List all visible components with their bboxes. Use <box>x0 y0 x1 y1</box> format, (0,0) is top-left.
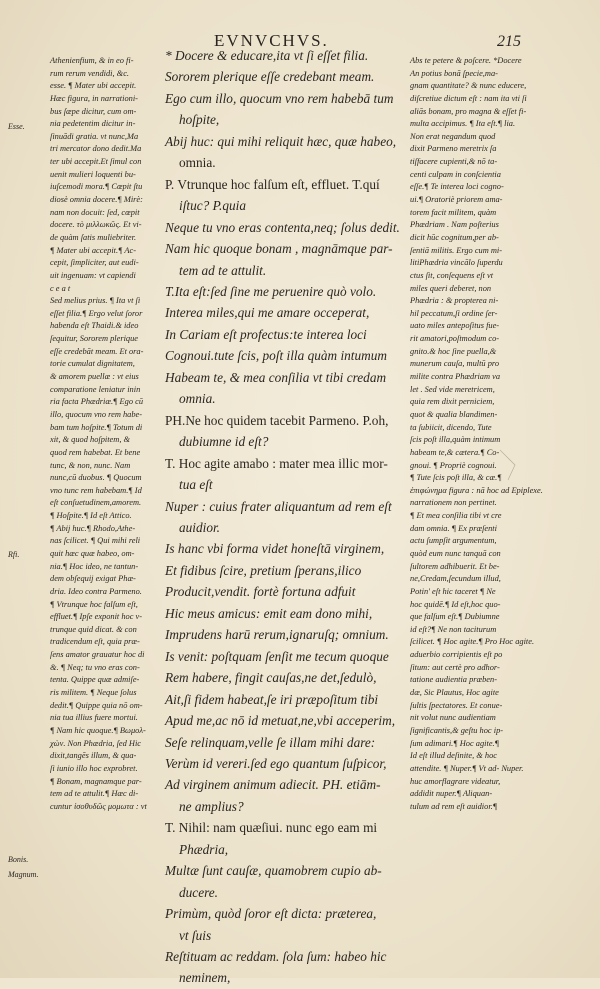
right-commentary-line: Potin' eſt hic taceret ¶ Ne <box>410 586 496 596</box>
right-commentary-line: gnito.& hoc ſine puella,& <box>410 346 497 356</box>
left-commentary-line: ſens amator grauatur hoc di <box>50 650 145 660</box>
right-commentary-line: Abs te petere & poſcere. *Docere <box>410 56 522 65</box>
right-commentary-line: ſitum: aut certè pro adhor- <box>410 662 500 672</box>
verse-line: Multæ ſunt cauſæ, quamobrem cupio ab- <box>165 863 382 879</box>
left-commentary-line: rum rerum vendidi, &c. <box>50 68 130 78</box>
left-commentary-line: tri mercator dono dedit.Ma <box>50 144 142 154</box>
left-commentary-line: Hæc figura, in narrationi- <box>50 93 138 103</box>
right-commentary-line: Phædriam . Nam poſterius <box>410 220 499 230</box>
verse-line: Sororem plerique eſſe credebant meam. <box>165 69 375 85</box>
right-commentary-line: Id eſt illud deſinite, & hoc <box>410 751 497 761</box>
left-commentary-line: & amorem puellæ : vt eius <box>50 372 139 382</box>
right-commentary-line: attendite. ¶ Nuper.¶ Vt ad- Nuper. <box>410 763 524 773</box>
right-commentary-line: centi culpam in conſcientia <box>410 169 501 179</box>
left-commentary-line: nia.¶ Hoc ideo, ne tantun- <box>50 561 139 571</box>
right-commentary-line: ſignificantis,& geſtu hoc ip- <box>410 725 504 735</box>
right-commentary-line: aliās bonam, pro magna & eſſet fi- <box>410 106 527 116</box>
verse-line: Apud me,ac nō id metuat,ne,vbi acceperim, <box>165 713 396 729</box>
right-commentary-line: litiPhædria vincālo ſuperdu <box>410 258 503 268</box>
left-commentary-line: nam non docuit: ſed, cœpit <box>50 207 140 217</box>
right-commentary-line: ſultorem adhibuerit. Et be- <box>410 561 500 571</box>
verse-line: T. Nihil: nam quæſiui. nunc ego eam mi <box>165 820 378 836</box>
right-commentary-line: quia rem dixit perniciem, <box>410 397 495 407</box>
verse-line: Habeam te, & mea conſilia vt tibi credam <box>165 369 387 385</box>
right-commentary-line: Non erat negandum quod <box>410 131 496 141</box>
left-commentary-line: ¶ Nam hic quoque.¶ Βωμολ- <box>50 725 146 735</box>
margin-note: Bonis. <box>8 855 29 864</box>
left-commentary-line: dedit.¶ Quippe quia nō om- <box>50 700 143 710</box>
right-commentary-line: torem facit militem, quàm <box>410 207 497 217</box>
left-commentary-line: esse. ¶ Mater ubi accepit. <box>50 81 137 91</box>
left-commentary-line: ris militem. ¶ Neque ſolus <box>50 688 137 698</box>
verse-line: vt ſuis <box>179 927 212 943</box>
left-commentary-line: eſſet filia.¶ Ergo velut ſoror <box>50 308 143 318</box>
left-commentary-line: Athenienfium, & in eo fi- <box>50 56 134 65</box>
right-commentary-line: ta ſubiicit, dicendo, Tute <box>410 422 492 432</box>
right-commentary-line: quot & qualia blandimen- <box>410 409 498 419</box>
right-commentary-line: dæ, Sic Plautus, Hoc agite <box>410 688 499 698</box>
verse-line: Cognoui.tute ſcis, poſt illa quàm intumum <box>165 348 387 364</box>
left-commentary-line: eſt conſuetudinem,amorem. <box>50 498 142 508</box>
verse-line: Phædria, <box>179 841 229 857</box>
right-commentary-line: uato miles antepoſitus fue- <box>410 321 500 331</box>
right-commentary-line: addidit nuper.¶ Aliquan- <box>410 789 493 799</box>
margin-note: Magnum. <box>8 870 39 879</box>
left-commentary-line: trunque quid dicat. & con <box>50 624 137 634</box>
right-commentary-line: huc amorflagrare videatur, <box>410 776 501 786</box>
right-commentary-line: ne,Credam,ſecundum illud, <box>410 574 501 584</box>
verse-line: Primùm, quòd ſoror eſt dicta: præterea, <box>165 906 377 922</box>
right-commentary-line: dixit Parmeno meretrix ſa <box>410 144 497 154</box>
left-commentary-line: c e a t <box>50 283 71 293</box>
left-commentary-line: ria facta Phædriæ.¶ Ego cū <box>50 397 144 407</box>
right-commentary-line: Phædria : & propterea ni- <box>410 296 499 306</box>
right-commentary-line: ſultis ſpectatores. Et conue- <box>410 700 503 710</box>
left-commentary-line: habenda eſt Thaidi.& ideo <box>50 321 139 331</box>
left-commentary-line: xit, & quod hoſpitem, & <box>50 435 131 445</box>
left-commentary-line: de quàm ſatis muliebriter. <box>50 232 137 242</box>
right-commentary-line: eſſe.¶ Te interea loci cogno- <box>410 182 504 192</box>
verse-line: tem ad te attulit. <box>179 262 267 278</box>
verse-line: Nuper : cuius frater aliquantum ad rem eſt <box>165 498 392 514</box>
left-commentary-line: dixit,tangēs illum, & qua- <box>50 751 137 761</box>
verse-line: Ego cum illo, quocum vno rem habebā tum <box>165 90 394 106</box>
right-commentary-line: tulum ad rem eſt auidior.¶ <box>410 801 498 811</box>
verse-line: In Cariam eſt profectus:te interea loci <box>165 326 367 342</box>
verse-line: Seſe relinquam,velle ſe illam mihi dare: <box>165 734 376 750</box>
verse-line: Rem habere, fingit cauſas,ne det,ſedulò, <box>165 670 377 686</box>
right-commentary-line: ¶ Tute ſcis poſt illa, & cæ.¶ <box>410 473 502 483</box>
verse-line: Ad virginem animum adiecit. PH. etiām- <box>165 777 381 793</box>
verse-line: Ait,ſi fidem habeat,ſe iri præpoſitum tibi <box>165 691 379 707</box>
commentary-left-column <box>50 55 162 813</box>
left-commentary-line: effluet.¶ Ipſe exponit hoc v- <box>50 612 143 622</box>
left-commentary-line: ¶ Hoſpite.¶ Id eſt Attico. <box>50 511 132 521</box>
right-commentary-line: ſum adimari.¶ Hoc agite.¶ <box>410 738 500 748</box>
verse-line: iſtuc? P.quia <box>179 198 246 214</box>
commentary-right-column <box>410 55 575 813</box>
right-commentary-line: ctus ſit, conſequens eſt vt <box>410 270 494 280</box>
right-commentary-line: nit volut nunc audientiam <box>410 713 496 723</box>
left-commentary-line: Sed melius prius. ¶ Ita vt ſi <box>50 296 141 306</box>
verse-line: Abij huc: qui mihi reliquit hæc, quæ habeo, <box>165 133 397 149</box>
margin-note: Rfi. <box>8 550 20 559</box>
left-commentary-line: &. ¶ Neq; tu vno eras con- <box>50 662 140 672</box>
left-commentary-line: comparatione leniatur inin <box>50 384 141 394</box>
verse-line: auidior. <box>179 519 221 535</box>
verse-line: omnia. <box>179 155 216 171</box>
right-commentary-line: id eſt?¶ Ne non taciturum <box>410 624 497 634</box>
left-commentary-line: ſequitur, Sororem plerique <box>50 334 139 344</box>
left-commentary-line: docere. τὸ μιλλωκῶς. Et vi- <box>50 220 142 230</box>
left-commentary-line: nas ſcilicet. ¶ Qui mihi reli <box>50 536 141 546</box>
verse-line: Nam hic quoque bonam , magnāmque par- <box>165 241 393 257</box>
left-commentary-line: ſi iunio illo hoc exprobret. <box>50 763 138 773</box>
left-commentary-line: nia tua illius fuere mortui. <box>50 713 138 723</box>
right-commentary-line: munerum cauſa, multū pro <box>410 359 500 369</box>
right-commentary-line: tiſfacere cupienti,& nō ta- <box>410 157 498 167</box>
right-commentary-line: let . Sed vide meretricem, <box>410 384 495 394</box>
left-commentary-line: tenta. Quippe quæ admiſe- <box>50 675 140 685</box>
left-commentary-line: nia pedetentim dicitur in- <box>50 119 136 129</box>
verse-line: Is venit: poſtquam ſenſit me tecum quoque <box>165 648 389 664</box>
right-commentary-line: hil peccatum,ſi ordine ſer- <box>410 308 498 318</box>
verse-line: ne amplius? <box>179 798 244 814</box>
left-commentary-line: χὼν. Non Phædria, ſed Hic <box>50 738 142 748</box>
left-commentary-line: eſſe credebāt meam. Et ora- <box>50 346 144 356</box>
left-commentary-line: quod rem habebat. Et bene <box>50 447 141 457</box>
verse-line: ducere. <box>179 884 219 900</box>
right-commentary-line: multa accipimus. ¶ Ita eſt.¶ lia. <box>410 119 516 129</box>
verse-line: Neque tu vno eras contenta,neq; ſolus dedit. <box>165 219 400 235</box>
right-commentary-line: habeam te,& cætera.¶ Co- <box>410 447 500 457</box>
verse-line: Is hanc vbi forma videt honeſtā virginem, <box>165 541 385 557</box>
left-commentary-line: tunc, & non, nunc. Nam <box>50 460 131 470</box>
right-commentary-line: An potius bonā ſpecie,ma- <box>410 68 498 78</box>
verse-line: dubiumne id eſt? <box>179 434 269 450</box>
left-commentary-line: tradicendum eſt, quia præ- <box>50 637 140 647</box>
right-commentary-line: ¶ Et mea conſilia tibi vt cre <box>410 511 502 521</box>
left-commentary-line: nunc,cū duobus. ¶ Quocum <box>50 473 142 483</box>
right-commentary-line: aduerbio corripientis eſt po <box>410 650 503 660</box>
right-commentary-line: hoc quidē.¶ Id eſt,hoc quo- <box>410 599 501 609</box>
verse-line: T. Hoc agite amabo : mater mea illic mor- <box>165 455 388 471</box>
verse-line: Et fidibus ſcire, pretium ſperans,ilico <box>165 562 362 578</box>
right-commentary-line: que falſum eſt.¶ Dubiumne <box>410 612 500 622</box>
right-commentary-line: ſentiā militis. Ergo cum mi- <box>410 245 503 255</box>
left-commentary-line: vno tunc rem habebam.¶ Id <box>50 485 142 495</box>
right-commentary-line: ui.¶ Oratoriè priorem ama- <box>410 195 503 205</box>
left-commentary-line: cepit, ſimpliciter, aut eudi- <box>50 258 139 268</box>
verse-line: Interea miles,qui me amare occeperat, <box>165 305 370 321</box>
verse-line: hoſpite, <box>179 112 220 128</box>
left-commentary-line: bam tum hoſpite.¶ Totum di <box>50 422 143 432</box>
left-commentary-line: dria. Ideo contra Parmeno. <box>50 586 142 596</box>
left-commentary-line: tem ad te attulit.¶ Hæc di- <box>50 789 139 799</box>
right-commentary-line: diſcretiue dictum eſt : nam ita vti ſi <box>410 93 527 103</box>
margin-note: Esse. <box>8 122 25 131</box>
left-commentary-line: uit ingenuam: vt capiendi <box>50 270 136 280</box>
verse-line: PH.Ne hoc quidem tacebit Parmeno. P.oh, <box>165 412 389 428</box>
right-commentary-line: gnoui. ¶ Propriè cognoui. <box>410 460 497 470</box>
verse-line: T.Ita eſt:ſed ſine me peruenire quò volo. <box>165 283 377 299</box>
left-commentary-line: illo, quocum vno rem habe- <box>50 409 143 419</box>
right-commentary-line: rit amatori,poſtmodum co- <box>410 334 500 344</box>
left-commentary-line: ter ubi accepit.Et ſimul con <box>50 157 142 167</box>
verse-line: P. Vtrunque hoc falſum eſt, effluet. T.quí <box>165 176 380 192</box>
left-commentary-line: dem obſequij exigat Phæ- <box>50 574 136 584</box>
left-commentary-line: bus ſæpe dicitur, cum om- <box>50 106 137 116</box>
left-commentary-line: iuſcemodi mora.¶ Cœpit ſtu <box>50 182 143 192</box>
left-commentary-line: torie cumulat dignitatem, <box>50 359 135 369</box>
right-commentary-line: dam omnia. ¶ Ex præſenti <box>410 523 497 533</box>
verse-line: omnia. <box>179 391 216 407</box>
right-commentary-line: tatione audientia præben- <box>410 675 497 685</box>
verse-line: Imprudens harū rerum,ignaruſq; omnium. <box>165 627 389 643</box>
left-commentary-line: ¶ Mater ubi accepit.¶ Ac- <box>50 245 137 255</box>
verse-line: Hic meus amicus: emit eam dono mihi, <box>165 605 373 621</box>
verse-line: tua eſt <box>179 477 213 493</box>
left-commentary-line: diosè omnia docere.¶ Mirè: <box>50 195 143 205</box>
right-commentary-line: gnam quantitate? & nunc educere, <box>410 81 527 91</box>
play-text-column <box>165 45 405 989</box>
right-commentary-line: dicit hūc cognitum,per ab- <box>410 232 499 242</box>
verse-line: Verùm id vereri.ſed ego quantum ſuſpicor, <box>165 755 387 771</box>
right-commentary-line: milite contra Phædriam va <box>410 372 501 382</box>
running-title: EVNVCHVS. <box>214 31 329 50</box>
left-commentary-line: ¶ Vtrunque hoc falſum eſt, <box>50 599 138 609</box>
right-commentary-line: ſcilicet. ¶ Hoc agite.¶ Pro Hoc agite. <box>410 637 535 647</box>
verse-line: * Docere & educare,ita vt ſi eſſet filia. <box>165 48 369 63</box>
page-number: 215 <box>497 33 521 50</box>
verse-line: Reſtituam ac reddam. ſola ſum: habeo hic <box>165 949 387 965</box>
verse-line: neminem, <box>179 970 231 986</box>
left-commentary-line: uenit mulieri loquenti bu- <box>50 169 136 179</box>
verse-line: Producit,vendit. fortè fortuna adfuit <box>165 584 356 600</box>
right-commentary-line: quòd eum nunc tanquā con <box>410 548 501 558</box>
right-commentary-line: ἐπιφώνημα figura : nā hoc ad Epiplexe. <box>410 485 543 495</box>
right-commentary-line: miles queri deberet, non <box>410 283 492 293</box>
right-commentary-line: narrationem non pertinet. <box>410 498 497 508</box>
left-commentary-line: ¶ Abij huc.¶ Rhodo,Athe- <box>50 523 136 533</box>
left-commentary-line: cuntur ἰσοθυδῶς μομωτα : vt <box>50 801 147 811</box>
left-commentary-line: quit hæc quæ habeo, om- <box>50 548 135 558</box>
right-commentary-line: ſcis poſt illa,quàm intimum <box>410 435 501 445</box>
right-commentary-line: actu ſumpſit argumentum, <box>410 536 497 546</box>
left-commentary-line: ſinuādi gratia. vt nunc,Ma <box>50 131 139 141</box>
left-commentary-line: ¶ Bonam, magnamque par- <box>50 776 142 786</box>
